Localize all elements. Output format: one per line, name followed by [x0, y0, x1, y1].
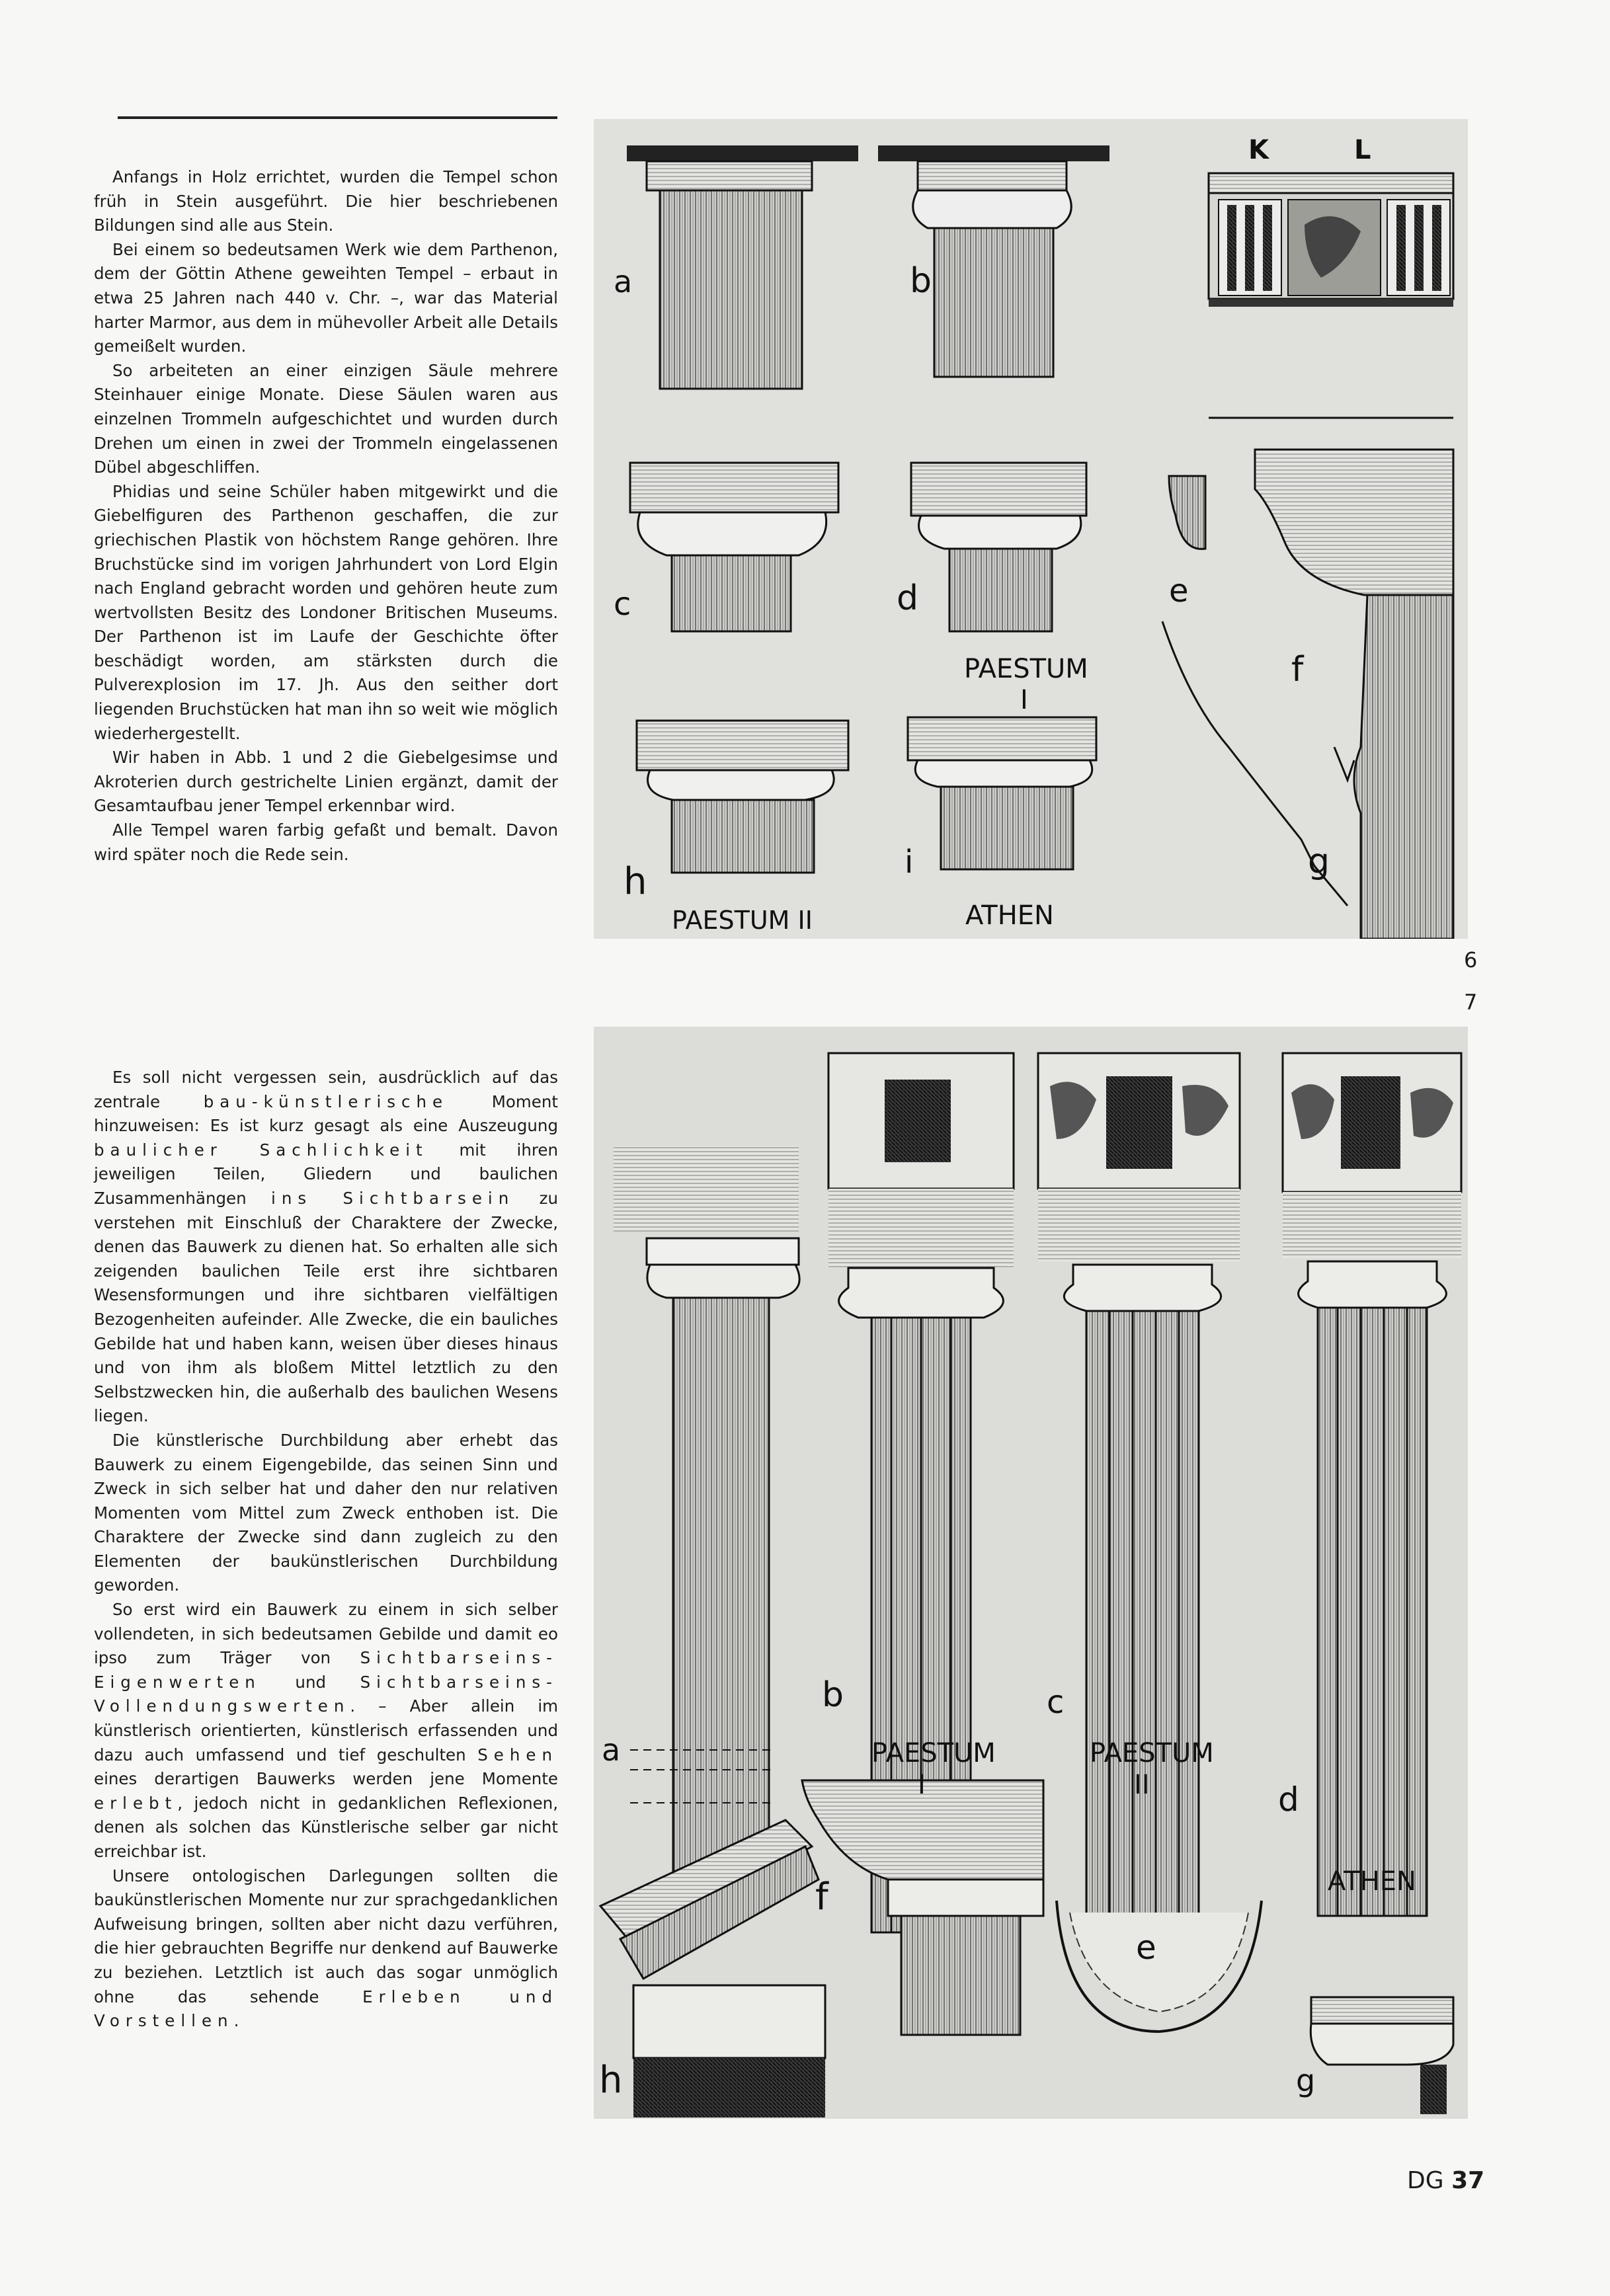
label-a: a — [602, 1732, 621, 1768]
article-column-bottom — [94, 1066, 558, 2034]
paragraph: So arbeiteten an einer einzigen Säule mehrere Steinhauer einige Monate. Diese Säulen waren aus einzelnen Trommeln aufgeschichtet und wurden durch Drehen um einen in zwei der Trommeln eingelassenen Dübel abgeschliffen. — [94, 360, 558, 477]
caption-paestum-ii: PAESTUM II — [672, 906, 813, 935]
label-k: K — [1248, 135, 1269, 165]
label-g: g — [1308, 842, 1330, 881]
label-d: d — [897, 578, 919, 618]
figure-6-capital-details — [594, 119, 1468, 939]
caption-paestum-ii-num: II — [1134, 1770, 1150, 1800]
article-column-top — [94, 165, 558, 867]
header-rule — [118, 116, 557, 119]
figure-number-6: 6 — [1464, 947, 1478, 972]
label-b: b — [822, 1675, 844, 1715]
caption-paestum-ii: PAESTUM — [1090, 1738, 1214, 1768]
page-folio — [1407, 2167, 1484, 2194]
label-l: L — [1354, 135, 1371, 165]
paragraph: Bei einem so bedeutsamen Werk wie dem Parthenon, dem der Göttin Athene geweihten Tempel – erbaut in etwa 25 Jahren nach 440 v. Chr. –, war das Material harter Marmor, aus dem in mühevoller Arbeit alle Details gemeißelt wurden. — [94, 239, 558, 356]
label-b: b — [910, 261, 932, 301]
paragraph: Es soll nicht vergessen sein, ausdrücklich auf das zentrale bau-künstlerische Moment hinzuweisen: Es ist kurz gesagt als eine Auszeugung baulicher Sachlichkeit mit ihren jeweiligen Teilen, Gliedern und baulichen Zusammenhängen ins Sichtbarsein zu verstehen mit Einschluß der Charaktere der Zwecke, denen das Bauwerk zu dienen hat. So erhalten alle sich zeigenden baulichen Teile erst ihre sichtbaren Wesensformungen und ihre sichtbaren vielfältigen Bezogenheiten aufeinder. Alle Zwecke, die ein bauliches Gebilde hat und haben kann, weisen über dieses hinaus und von ihm als bloßem Mittel letztlich zu den Selbstzwecken hin, die außerhalb des baulichen Wesens liegen. — [94, 1068, 558, 1426]
page-number: 37 — [1451, 2167, 1485, 2194]
label-e: e — [1169, 573, 1189, 610]
paragraph: So erst wird ein Bauwerk zu einem in sich selber vollendeten, in sich bedeutsamen Gebilde und damit eo ipso zum Träger von Sichtbarseins-Eigenwerten und Sichtbarseins-Vollendungswerten. – Aber allein im künstlerisch orientierten, künstlerisch erfassenden und dazu auch umfassend und tief geschulten Sehen eines derartigen Bauwerks werden jene Momente erlebt, jedoch nicht in gedanklichen Reflexionen, denen als solchen das Künstlerische selber gar nicht erreichbar ist. — [94, 1600, 558, 1861]
label-h: h — [599, 2059, 623, 2102]
journal-abbrev: DG — [1407, 2167, 1444, 2194]
paragraph: Anfangs in Holz errichtet, wurden die Tempel schon früh in Stein ausgeführt. Die hier beschriebenen Bildungen sind alle aus Stein. — [94, 167, 558, 235]
label-f: f — [1291, 650, 1304, 690]
paragraph: Phidias und seine Schüler haben mitgewirkt und die Giebelfiguren des Parthenon geschaffen, die zur griechischen Plastik von höchstem Range gehören. Ihre Bruchstücke sind im vorigen Jahrhundert von Lord Elgin nach England gebracht worden und gehören heute zum wertvollsten Besitz des Londoner Britischen Museums. Der Parthenon ist im Laufe der Geschichte öfter beschädigt worden, am stärksten durch die Pulverexplosion im 17. Jh. Aus den seither dort liegenden Bruchstücken hat man ihn so weit wie möglich wiederhergestellt. — [94, 481, 558, 743]
label-c: c — [1047, 1684, 1065, 1721]
caption-paestum-i-num: I — [918, 1770, 926, 1800]
figure-number-7: 7 — [1464, 990, 1478, 1015]
caption-athen: ATHEN — [965, 900, 1054, 931]
figure-7-column-orders — [594, 1027, 1468, 2119]
label-d: d — [1278, 1780, 1299, 1819]
paragraph: Die künstlerische Durchbildung aber erhebt das Bauwerk zu einem Eigengebilde, das seinen Sinn und Zweck in sich selber hat und daher den nur relativen Momenten vom Mittel zum Zweck enthoben ist. Die Charaktere der Zwecke sind dann zugleich zu den Elementen der baukünstlerischen Durchbildung geworden. — [94, 1430, 558, 1595]
caption-paestum-i: PAESTUM — [964, 654, 1088, 684]
label-h: h — [624, 860, 647, 903]
label-c: c — [614, 586, 631, 623]
paragraph: Unsere ontologischen Darlegungen sollten die baukünstlerischen Momente nur zur sprachgedanklichen Aufweisung bringen, sollten aber nicht dazu verführen, die hier gebrauchten Begriffe nur denkend auf Bauwerke zu beziehen. Letztlich ist auch das sogar unmöglich ohne das sehende Erleben und Vorstellen. — [94, 1866, 558, 2031]
label-g: g — [1296, 2063, 1316, 2098]
caption-athen: ATHEN — [1328, 1866, 1416, 1897]
caption-paestum-i-num: I — [1020, 685, 1028, 715]
label-i: i — [905, 844, 914, 881]
label-e: e — [1136, 1928, 1156, 1967]
caption-paestum-i: PAESTUM — [871, 1738, 996, 1768]
label-a: a — [614, 264, 633, 299]
paragraph: Alle Tempel waren farbig gefaßt und bemalt. Davon wird später noch die Rede sein. — [94, 820, 558, 864]
paragraph: Wir haben in Abb. 1 und 2 die Giebelgesimse und Akroterien durch gestrichelte Linien ergänzt, damit der Gesamtaufbau jener Tempel erkennbar wird. — [94, 748, 558, 816]
label-f: f — [815, 1876, 828, 1919]
